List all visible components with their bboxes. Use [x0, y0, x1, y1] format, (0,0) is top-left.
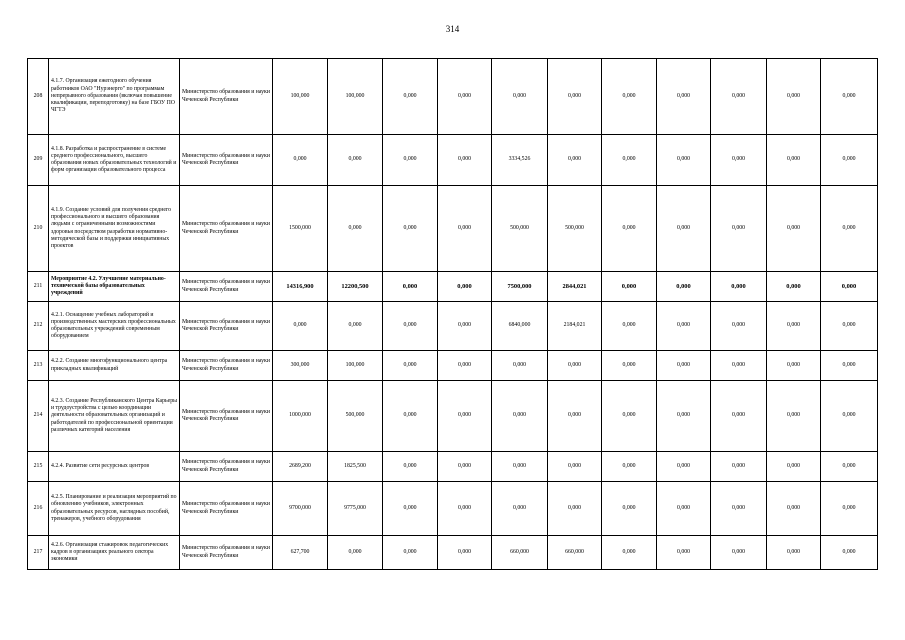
funding-value: 0,000 — [438, 59, 492, 135]
funding-value: 0,000 — [602, 302, 657, 351]
funding-value: 0,000 — [767, 381, 821, 452]
funding-value: 14316,900 — [273, 272, 328, 302]
activity-description: 4.2.2. Создание многофункционального центра прикладных квалификаций — [49, 351, 180, 381]
funding-value: 0,000 — [657, 351, 711, 381]
funding-value: 0,000 — [657, 59, 711, 135]
row-number: 214 — [28, 381, 49, 452]
funding-value: 0,000 — [711, 272, 767, 302]
funding-value: 0,000 — [602, 536, 657, 570]
funding-value: 0,000 — [711, 452, 767, 482]
responsible-organization: Министерство образования и науки Чеченской Республики — [180, 536, 273, 570]
funding-value: 0,000 — [602, 186, 657, 272]
funding-value: 0,000 — [328, 186, 383, 272]
row-number: 213 — [28, 351, 49, 381]
funding-value: 0,000 — [602, 135, 657, 186]
row-number: 208 — [28, 59, 49, 135]
row-number: 217 — [28, 536, 49, 570]
funding-value: 2689,200 — [273, 452, 328, 482]
row-number: 215 — [28, 452, 49, 482]
funding-value: 0,000 — [328, 536, 383, 570]
funding-value: 0,000 — [821, 59, 878, 135]
funding-value: 500,000 — [548, 186, 602, 272]
responsible-organization: Министерство образования и науки Чеченской Республики — [180, 186, 273, 272]
funding-value: 0,000 — [602, 452, 657, 482]
activity-description: Мероприятие 4.2. Улучшение материально-технической базы образовательных учреждений — [49, 272, 180, 302]
funding-value: 0,000 — [548, 482, 602, 536]
activity-description: 4.1.8. Разработка и распространение в системе среднего профессионального, высшего образования новых образовательных технологий и форм организации образовательного процесса — [49, 135, 180, 186]
funding-value: 0,000 — [492, 59, 548, 135]
funding-value: 0,000 — [767, 302, 821, 351]
funding-value: 2184,021 — [548, 302, 602, 351]
responsible-organization: Министерство образования и науки Чеченской Республики — [180, 381, 273, 452]
funding-value: 0,000 — [821, 452, 878, 482]
funding-value: 6840,000 — [492, 302, 548, 351]
funding-value: 660,000 — [548, 536, 602, 570]
table-row — [28, 381, 878, 452]
funding-value: 0,000 — [602, 482, 657, 536]
row-number: 216 — [28, 482, 49, 536]
funding-value: 9700,000 — [273, 482, 328, 536]
funding-value: 0,000 — [492, 482, 548, 536]
funding-value: 0,000 — [711, 59, 767, 135]
funding-value: 660,000 — [492, 536, 548, 570]
funding-value: 300,000 — [273, 351, 328, 381]
funding-value: 0,000 — [438, 302, 492, 351]
funding-value: 0,000 — [548, 351, 602, 381]
budget-table — [27, 58, 878, 570]
funding-value: 0,000 — [602, 59, 657, 135]
funding-value: 3334,526 — [492, 135, 548, 186]
responsible-organization: Министерство образования и науки Чеченской Республики — [180, 59, 273, 135]
page-number: 314 — [445, 24, 460, 34]
funding-value: 0,000 — [821, 381, 878, 452]
funding-value: 0,000 — [767, 135, 821, 186]
funding-value: 500,000 — [328, 381, 383, 452]
funding-value: 100,000 — [273, 59, 328, 135]
funding-value: 0,000 — [273, 135, 328, 186]
funding-value: 0,000 — [492, 452, 548, 482]
funding-value: 0,000 — [492, 381, 548, 452]
funding-value: 0,000 — [767, 351, 821, 381]
funding-value: 0,000 — [657, 186, 711, 272]
funding-value: 0,000 — [492, 351, 548, 381]
funding-value: 0,000 — [328, 302, 383, 351]
funding-value: 0,000 — [711, 482, 767, 536]
funding-value: 12200,500 — [328, 272, 383, 302]
funding-value: 0,000 — [821, 351, 878, 381]
funding-value: 0,000 — [383, 272, 438, 302]
funding-value: 0,000 — [657, 272, 711, 302]
table-row — [28, 186, 878, 272]
table-row — [28, 536, 878, 570]
funding-value: 0,000 — [548, 59, 602, 135]
funding-value: 0,000 — [328, 135, 383, 186]
funding-value: 0,000 — [383, 302, 438, 351]
funding-value: 0,000 — [711, 135, 767, 186]
funding-value: 0,000 — [767, 186, 821, 272]
funding-value: 0,000 — [438, 482, 492, 536]
funding-value: 0,000 — [438, 186, 492, 272]
table-row — [28, 452, 878, 482]
funding-value: 1000,000 — [273, 381, 328, 452]
table-row — [28, 135, 878, 186]
funding-value: 0,000 — [602, 381, 657, 452]
funding-value: 0,000 — [821, 135, 878, 186]
funding-value: 0,000 — [548, 452, 602, 482]
funding-value: 0,000 — [383, 59, 438, 135]
funding-value: 0,000 — [767, 59, 821, 135]
funding-value: 2844,021 — [548, 272, 602, 302]
responsible-organization: Министерство образования и науки Чеченской Республики — [180, 452, 273, 482]
activity-description: 4.2.6. Организация стажировок педагогических кадров в организациях реального сектора экономики — [49, 536, 180, 570]
funding-value: 0,000 — [383, 135, 438, 186]
table-row — [28, 482, 878, 536]
funding-value: 0,000 — [767, 536, 821, 570]
budget-table-body — [28, 59, 878, 570]
responsible-organization: Министерство образования и науки Чеченской Республики — [180, 351, 273, 381]
row-number: 212 — [28, 302, 49, 351]
funding-value: 0,000 — [711, 186, 767, 272]
funding-value: 0,000 — [657, 302, 711, 351]
activity-description: 4.2.3. Создание Республиканского Центра Карьеры и трудоустройства с целью координации деятельности образовательных организаций и работодателей по профессиональной ориентации различных категорий населения — [49, 381, 180, 452]
funding-value: 0,000 — [438, 272, 492, 302]
funding-value: 1825,500 — [328, 452, 383, 482]
table-row — [28, 59, 878, 135]
activity-description: 4.2.5. Планирование и реализация мероприятий по обновлению учебников, электронных образовательных ресурсов, наглядных пособий, тренажеров, учебного оборудования — [49, 482, 180, 536]
funding-value: 0,000 — [767, 452, 821, 482]
funding-value: 0,000 — [383, 381, 438, 452]
funding-value: 0,000 — [821, 302, 878, 351]
funding-value: 0,000 — [383, 536, 438, 570]
activity-description: 4.1.9. Создание условий для получения среднего профессионального и высшего образования людьми с ограниченными возможностями здоровья посредством разработки нормативно-методической базы и поддержки инициативных проектов — [49, 186, 180, 272]
funding-value: 0,000 — [383, 452, 438, 482]
responsible-organization: Министерство образования и науки Чеченской Республики — [180, 135, 273, 186]
row-number: 211 — [28, 272, 49, 302]
table-row — [28, 302, 878, 351]
funding-value: 0,000 — [711, 536, 767, 570]
funding-value: 0,000 — [657, 381, 711, 452]
funding-value: 627,700 — [273, 536, 328, 570]
funding-value: 0,000 — [657, 135, 711, 186]
table-row — [28, 272, 878, 302]
row-number: 209 — [28, 135, 49, 186]
funding-value: 0,000 — [383, 351, 438, 381]
funding-value: 100,000 — [328, 59, 383, 135]
activity-description: 4.2.4. Развитие сети ресурсных центров — [49, 452, 180, 482]
activity-description: 4.2.1. Оснащение учебных лабораторий и производственных мастерских профессиональных образовательных учреждений современным оборудованием — [49, 302, 180, 351]
funding-value: 0,000 — [438, 135, 492, 186]
row-number: 210 — [28, 186, 49, 272]
funding-value: 7500,000 — [492, 272, 548, 302]
funding-value: 0,000 — [821, 186, 878, 272]
funding-value: 0,000 — [657, 452, 711, 482]
funding-value: 0,000 — [383, 482, 438, 536]
funding-value: 0,000 — [711, 381, 767, 452]
funding-value: 0,000 — [548, 135, 602, 186]
funding-value: 0,000 — [711, 302, 767, 351]
funding-value: 1500,000 — [273, 186, 328, 272]
funding-value: 0,000 — [438, 452, 492, 482]
activity-description: 4.1.7. Организация ежегодного обучения работников ОАО "Нурэнерго" по программам непрерывного образования (включая повышение квалификации, переподготовку) на базе ГБОУ ПО ЧГТЭ — [49, 59, 180, 135]
funding-value: 0,000 — [602, 272, 657, 302]
funding-value: 9775,000 — [328, 482, 383, 536]
funding-value: 500,000 — [492, 186, 548, 272]
responsible-organization: Министерство образования и науки Чеченской Республики — [180, 302, 273, 351]
funding-value: 0,000 — [657, 482, 711, 536]
funding-value: 0,000 — [821, 536, 878, 570]
funding-value: 0,000 — [711, 351, 767, 381]
table-row — [28, 351, 878, 381]
funding-value: 0,000 — [438, 381, 492, 452]
funding-value: 0,000 — [438, 536, 492, 570]
funding-value: 0,000 — [383, 186, 438, 272]
funding-value: 0,000 — [821, 482, 878, 536]
funding-value: 0,000 — [273, 302, 328, 351]
funding-value: 0,000 — [602, 351, 657, 381]
funding-value: 0,000 — [767, 482, 821, 536]
funding-value: 0,000 — [821, 272, 878, 302]
funding-value: 0,000 — [657, 536, 711, 570]
funding-value: 0,000 — [438, 351, 492, 381]
funding-value: 100,000 — [328, 351, 383, 381]
funding-value: 0,000 — [548, 381, 602, 452]
funding-value: 0,000 — [767, 272, 821, 302]
responsible-organization: Министерство образования и науки Чеченской Республики — [180, 482, 273, 536]
responsible-organization: Министерство образования и науки Чеченской Республики — [180, 272, 273, 302]
